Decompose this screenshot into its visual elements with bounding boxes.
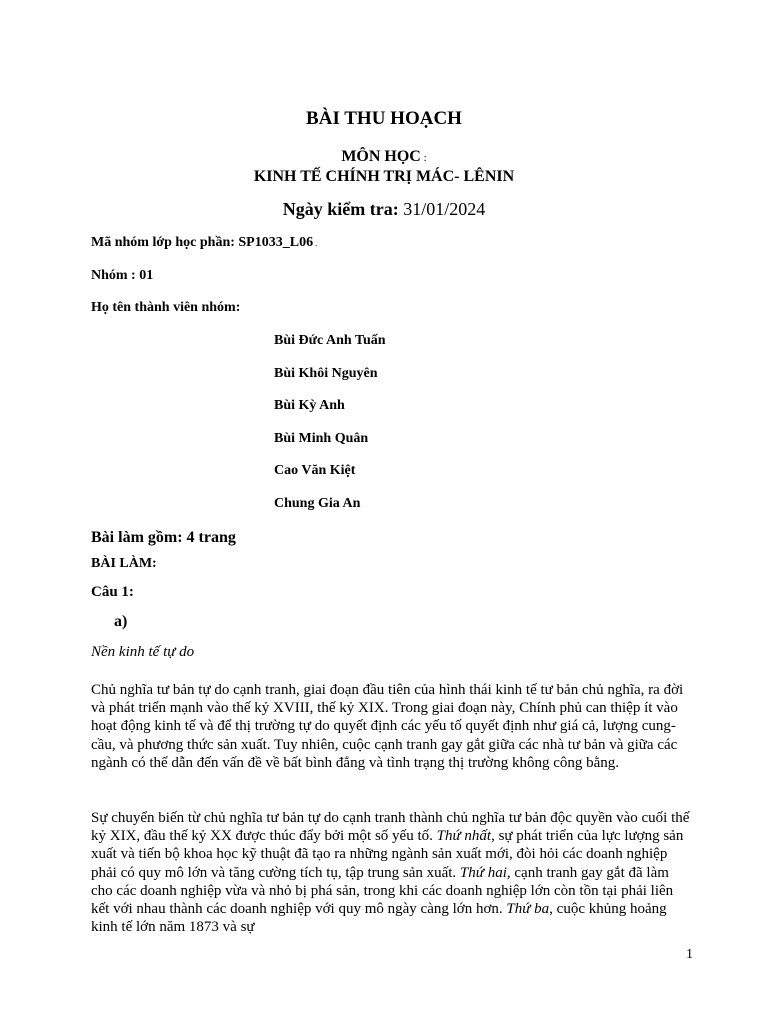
member-name: Bùi Kỳ Anh [274,398,345,413]
exam-date-value: 31/01/2024 [398,199,486,219]
subject-name: KINH TẾ CHÍNH TRỊ MÁC- LÊNIN [253,168,515,185]
section-heading: Nền kinh tế tự do [91,644,195,660]
member-name: Bùi Minh Quân [274,431,369,446]
members-label: Họ tên thành viên nhóm: [91,300,241,315]
class-group-dot: . [313,239,318,248]
paragraph2-text: , cuộc khủng hoảng kinh tế lớn năm 1873 và sự [91,901,667,936]
paragraph2-emphasis: Thứ nhất [436,828,492,845]
paragraph2-text: , cạnh tranh gay gắt đã làm cho các doanh nghiệp vừa và nhỏ bị phá sản, trong khi các doanh nghiệp lớn còn tồn tại phải liên kết với nhau thành các doanh nghiệp với quy mô ngày càng lớn hơn. [91,864,674,918]
member-name: Cao Văn Kiệt [274,463,356,478]
subject-label-line [0,148,768,166]
paragraph2-emphasis: Thứ ba [506,901,550,918]
group-number: Nhóm : 01 [91,268,154,283]
member-name: Bùi Khôi Nguyên [274,366,378,381]
body-paragraph-1: Chủ nghĩa tư bản tự do cạnh tranh, giai đoạn đầu tiên của hình thái kinh tế tư bản chủ nghĩa, ra đời và phát triển mạnh vào thế kỷ XVIII, thế kỷ XIX. Trong giai đoạn này, Chính phủ can thiệp ít vào hoạt động kinh tế và để thị trường tự do quyết định các yếu tố quyết định như giá cả, lượng cung-cầu, và phương thức sản xuất. Tuy nhiên, cuộc cạnh tranh gay gắt giữa các nhà tư bản và giữa các ngành có thể dẫn đến vấn đề về bất bình đẳng và tình trạng thị trường không công bằng. [91,682,684,771]
paragraph2-text: , sự phát triển của lực lượng sản xuất và tiến bộ khoa học kỹ thuật đã tạo ra những ngành sản xuất mới, đòi hỏi các doanh nghiệp phải có quy mô lớn và tăng cường tích tụ, tập trung sản xuất. [91,828,684,881]
page-number: 1 [686,947,693,962]
question-heading: Câu 1: [91,584,134,600]
work-heading: BÀI LÀM: [91,556,157,571]
subject-label: MÔN HỌC [341,148,421,165]
document-title: BÀI THU HOẠCH [306,108,462,129]
class-group-code-text: Mã nhóm lớp học phần: SP1033_L06 [91,235,314,250]
paragraph2-emphasis: Thứ hai [459,864,507,881]
class-group-code [91,235,317,251]
page-count-note: Bài làm gồm: 4 trang [91,529,236,546]
paragraph2-text: Sự chuyển biến từ chủ nghĩa tư bản tự do cạnh tranh thành chủ nghĩa tư bản độc quyền vào cuối thế kỷ XIX, đầu thế kỷ XX được thúc đẩy bởi một số yếu tố. [91,810,690,845]
exam-date-label: Ngày kiểm tra: [282,199,399,219]
member-name: Chung Gia An [274,496,361,511]
subject-colon: : [420,152,427,164]
member-name: Bùi Đức Anh Tuấn [274,333,386,348]
exam-date-line [0,199,768,220]
sub-question-label: a) [114,613,128,630]
body-paragraph-2 [91,809,691,936]
